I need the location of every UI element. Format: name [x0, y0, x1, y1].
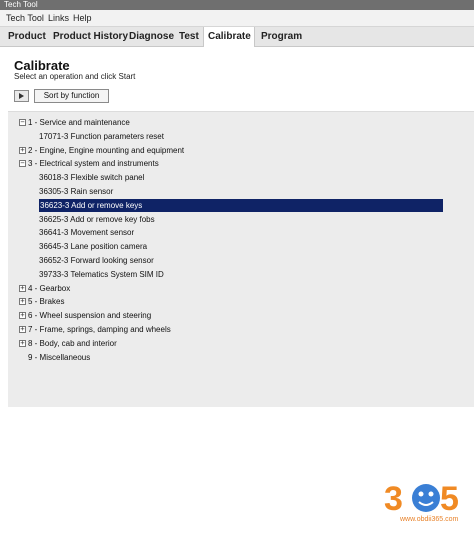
menu-bar: [0, 10, 474, 27]
tree-operation[interactable]: 36623-3 Add or remove keys: [39, 199, 443, 212]
tree-category[interactable]: 9 - Miscellaneous: [28, 352, 91, 362]
tree-operation[interactable]: 36641-3 Movement sensor: [39, 228, 135, 238]
tab-diagnose[interactable]: Diagnose: [129, 31, 175, 42]
tab-program[interactable]: Program: [261, 31, 303, 42]
expand-icon[interactable]: +: [20, 283, 25, 292]
tree-operation[interactable]: 36018-3 Flexible switch panel: [39, 173, 145, 183]
collapse-icon[interactable]: −: [20, 159, 25, 168]
tree-operation[interactable]: 17071-3 Function parameters reset: [39, 131, 164, 141]
svg-text:5: 5: [440, 480, 459, 518]
expand-icon[interactable]: +: [20, 311, 25, 320]
tree-operation[interactable]: 36625-3 Add or remove key fobs: [39, 214, 155, 224]
sort-by-function-button[interactable]: Sort by function: [34, 89, 109, 103]
tree-category[interactable]: 8 - Body, cab and interior: [28, 338, 117, 348]
tree-operation[interactable]: 36645-3 Lane position camera: [39, 242, 148, 252]
svg-text:3: 3: [384, 480, 403, 518]
tree-category[interactable]: 6 - Wheel suspension and steering: [28, 311, 152, 321]
operation-tree: [8, 111, 474, 407]
window-title-bar: [0, 0, 474, 10]
tab-product[interactable]: Product: [8, 31, 46, 42]
tree-category[interactable]: 3 - Electrical system and instruments: [28, 159, 159, 169]
tab-test[interactable]: Test: [179, 31, 199, 42]
expand-icon[interactable]: +: [20, 145, 25, 154]
tree-category[interactable]: 1 - Service and maintenance: [28, 118, 130, 127]
menu-item-help[interactable]: Help: [73, 13, 92, 23]
tree-category[interactable]: 4 - Gearbox: [28, 283, 71, 293]
window-title: Tech Tool: [4, 0, 38, 9]
tree-operation[interactable]: 36305-3 Rain sensor: [39, 187, 114, 196]
start-button[interactable]: [14, 90, 29, 102]
watermark-url: www.obdii365.com: [400, 516, 459, 523]
expand-icon[interactable]: +: [20, 297, 25, 306]
tab-product-history[interactable]: Product History: [53, 31, 129, 42]
collapse-icon[interactable]: −: [20, 118, 25, 126]
menu-item-tech-tool[interactable]: Tech Tool: [6, 13, 44, 23]
expand-icon[interactable]: +: [20, 338, 25, 347]
play-icon: [19, 93, 24, 99]
tree-category[interactable]: 5 - Brakes: [28, 297, 65, 307]
expand-icon[interactable]: +: [20, 325, 25, 333]
tab-calibrate[interactable]: Calibrate: [203, 27, 255, 47]
tree-operation[interactable]: 39733-3 Telematics System SIM ID: [39, 269, 164, 279]
tree-category[interactable]: 7 - Frame, springs, damping and wheels: [28, 325, 171, 334]
menu-item-links[interactable]: Links: [48, 13, 70, 23]
tab-bar: [0, 27, 474, 47]
page-instructions: Select an operation and click Start: [14, 72, 136, 81]
tree-operation[interactable]: 36652-3 Forward looking sensor: [39, 256, 154, 265]
page-title: Calibrate: [14, 58, 70, 73]
tree-category[interactable]: 2 - Engine, Engine mounting and equipment: [28, 145, 185, 155]
